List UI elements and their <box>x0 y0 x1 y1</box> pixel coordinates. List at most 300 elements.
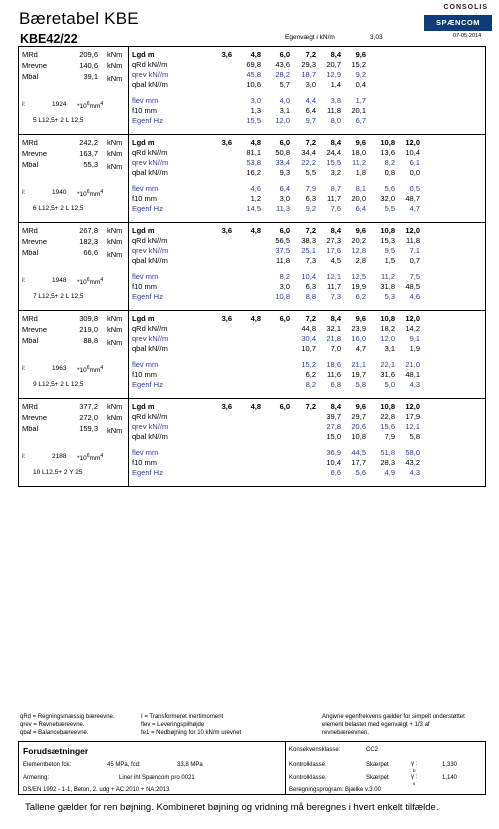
table-cell: 10,8 <box>351 432 366 441</box>
kontrol2-value: Skærpet <box>366 775 389 781</box>
table-row-flev <box>132 184 486 194</box>
table-cell: 12,0 <box>380 334 395 343</box>
row-label: qrev kN//m <box>132 334 169 343</box>
note-line: Angivne egenfrekvens gælder for simpelt understøttet <box>322 714 465 720</box>
document-date: 07-05-2014 <box>453 33 482 39</box>
table-cell: 6,3 <box>305 282 316 291</box>
table-row-qbal <box>132 256 486 266</box>
reinforcement-text: 10 L12,5+ 2 Y 25 <box>33 469 83 476</box>
row-label: Egenf Hz <box>132 204 163 213</box>
table-cell: 9,6 <box>355 50 366 59</box>
notes-col-3 <box>322 713 492 737</box>
table-cell: 34,4 <box>301 148 316 157</box>
table-cell: 3,6 <box>221 138 232 147</box>
beam-block: MRd 242,2 kNm Mrevne 163,7 kNm Mbal 55,3 kNm I: 1940 $*10^6mm^4$ 6 L12,5+ 2 L 12,5 Lgd m 3,6 4,8 6,0 7,2 8,4 9,6 10,8 12,0 qRd kN//m 81,1 50,8 34,4 24,4 18,0 13,6 10,4 qrev kN//m 53,8 33,4 22,2 15,5 11,2 8,2 6,1 qbal kN//m 16,2 9,3 5,5 3,2 1,8 0,8 0,0 flev mm 4,6 6,4 7,9 8,7 8,1 5,6 0,5 f10 mm 1,2 3,0 6,3 11,7 20,0 32,0 48,7 Egenf Hz 14,5 11,3 9,2 7,6 6,4 5,5 4,7 <box>18 135 486 223</box>
moment-unit: kNm <box>107 413 123 422</box>
moment-label: MRd <box>22 50 38 59</box>
table-row-qrd <box>132 236 486 246</box>
column-divider <box>128 311 129 398</box>
column-divider <box>128 47 129 134</box>
table-cell: 6,7 <box>355 116 366 125</box>
table-cell: 7,2 <box>305 50 316 59</box>
standard-text: DS/EN 1992 - 1-1, Beton, 2. udg + AC:2010 + NA:2013 <box>23 787 170 793</box>
table-cell: 10,8 <box>380 226 395 235</box>
moment-label: MRd <box>22 402 38 411</box>
assumptions-heading: Forudsætninger <box>23 746 89 756</box>
table-cell: 4,3 <box>409 468 420 477</box>
table-cell: 7,5 <box>409 272 420 281</box>
kontrol1-label: Kontrolklasse: <box>289 762 327 768</box>
table-cell: 37,5 <box>275 246 290 255</box>
table-cell: 11,2 <box>351 158 366 167</box>
row-label: qRd kN//m <box>132 236 168 245</box>
table-row-qrev <box>132 158 486 168</box>
table-cell: 20,1 <box>351 106 366 115</box>
table-cell: 0,5 <box>409 184 420 193</box>
moment-row-mbal <box>22 424 127 434</box>
table-cell: 5,5 <box>305 168 316 177</box>
notes-col-1 <box>20 713 140 737</box>
row-label: qbal kN//m <box>132 344 168 353</box>
table-cell: 4,8 <box>250 138 261 147</box>
moment-unit: kNm <box>107 250 123 259</box>
fcd-value: 33,8 MPa <box>177 762 203 768</box>
table-row-flev <box>132 272 486 282</box>
table-cell: 7,9 <box>305 184 316 193</box>
egenvaegt-label: Egenvægt i kN/m <box>285 34 335 41</box>
table-row-lgd <box>132 226 486 236</box>
table-cell: 6,3 <box>305 194 316 203</box>
company-logo <box>394 4 492 32</box>
table-row-f10 <box>132 194 486 204</box>
table-row-qbal <box>132 344 486 354</box>
table-row-egenf <box>132 380 486 390</box>
row-label: Egenf Hz <box>132 380 163 389</box>
gamma-b-value: 1,330 <box>442 762 458 768</box>
table-row-qrd <box>132 148 486 158</box>
row-label: Lgd m <box>132 314 155 323</box>
moment-value: 242,2 <box>79 138 98 147</box>
table-cell: 18,2 <box>380 324 395 333</box>
logo-brand: SPÆNCOM <box>424 15 492 31</box>
table-cell: 15,2 <box>351 60 366 69</box>
table-cell: 69,8 <box>246 60 261 69</box>
table-cell: 6,0 <box>279 314 290 323</box>
moment-label: Mrevne <box>22 61 48 70</box>
moment-row-mrd <box>22 314 127 324</box>
gamma-s-value: 1,140 <box>442 775 458 781</box>
table-cell: 32,1 <box>326 324 341 333</box>
table-cell: 3,0 <box>250 96 261 105</box>
table-cell: 4,8 <box>250 226 261 235</box>
reinforcement-text: 7 L12,5+ 2 L 12,5 <box>33 293 84 300</box>
table-cell: 8,1 <box>355 184 366 193</box>
table-cell: 36,9 <box>326 448 341 457</box>
table-row-qbal <box>132 80 486 90</box>
table-cell: 4,4 <box>305 96 316 105</box>
moment-label: Mrevne <box>22 325 48 334</box>
moment-label: MRd <box>22 226 38 235</box>
table-row-egenf <box>132 468 486 478</box>
table-cell: 28,3 <box>380 458 395 467</box>
logo-group-name: CONSOLIS <box>443 4 488 11</box>
moment-unit: kNm <box>107 402 123 411</box>
moment-value: 55,3 <box>83 160 98 169</box>
moment-row-mrevne <box>22 325 127 335</box>
moment-row-mbal <box>22 160 127 170</box>
table-cell: 11,3 <box>275 204 290 213</box>
table-cell: 6,0 <box>279 402 290 411</box>
table-cell: 24,4 <box>326 148 341 157</box>
note-line: revnebæreevnen. <box>322 730 370 736</box>
moment-label: Mbal <box>22 160 39 169</box>
table-cell: 22,8 <box>380 412 395 421</box>
table-cell: 7,3 <box>305 256 316 265</box>
fck-value: 45 MPa, fcd: <box>107 762 141 768</box>
table-cell: 7,0 <box>330 344 341 353</box>
table-cell: 21,8 <box>326 334 341 343</box>
note-line: element belastet med egenvægt + 1/3 af <box>322 722 430 728</box>
table-cell: 23,9 <box>351 324 366 333</box>
table-cell: 9,7 <box>305 116 316 125</box>
table-cell: 21,1 <box>351 360 366 369</box>
capacity-tables <box>18 47 486 487</box>
moment-row-mbal <box>22 72 127 82</box>
row-label: qRd kN//m <box>132 60 168 69</box>
beam-block: MRd 309,8 kNm Mrevne 219,0 kNm Mbal 88,8 kNm I: 1963 $*10^6mm^4$ 9 L12,5+ 2 L 12,5 Lgd m 3,6 4,8 6,0 7,2 8,4 9,6 10,8 12,0 qRd kN//m 44,8 32,1 23,9 18,2 14,2 qrev kN//m 30,4 21,8 16,0 12,0 9,1 qbal kN//m 10,7 7,0 4,7 3,1 1,9 flev mm 15,2 18,6 21,1 22,1 21,0 f10 mm 6,2 11,6 19,7 31,6 48,1 Egenf Hz 8,2 6,8 5,8 5,0 4,3 <box>18 311 486 399</box>
table-cell: 10,8 <box>380 138 395 147</box>
table-cell: 14,5 <box>246 204 261 213</box>
table-cell: 3,6 <box>221 226 232 235</box>
table-cell: 8,4 <box>330 138 341 147</box>
beam-block: MRd 209,6 kNm Mrevne 140,6 kNm Mbal 39,1 kNm I: 1924 $*10^6mm^4$ 5 L12,5+ 2 L 12,5 Lgd m 3,6 4,8 6,0 7,2 8,4 9,6 qRd kN//m 69,8 43,6 29,3 20,7 15,2 qrev kN//m 45,8 28,2 18,7 12,9 9,2 qbal kN//m 10,6 5,7 3,0 1,4 0,4 flev mm 3,0 4,0 4,4 3,8 1,7 f10 mm 1,3 3,1 6,4 11,8 20,1 Egenf Hz 15,5 12,0 9,7 8,0 6,7 <box>18 47 486 135</box>
table-cell: 3,2 <box>330 168 341 177</box>
table-cell: 2,8 <box>355 256 366 265</box>
konsekvens-label: Konsekvensklasse: <box>289 747 341 753</box>
table-cell: 5,6 <box>355 468 366 477</box>
table-cell: 8,2 <box>384 158 395 167</box>
program-text: Beregningsprogram: Bjælke v.3.00 <box>289 787 381 793</box>
table-cell: 20,2 <box>351 236 366 245</box>
table-cell: 9,2 <box>355 70 366 79</box>
table-cell: 9,2 <box>305 204 316 213</box>
row-label: qbal kN//m <box>132 168 168 177</box>
egenvaegt-value: 3,03 <box>370 34 383 41</box>
table-cell: 29,3 <box>301 60 316 69</box>
table-cell: 4,0 <box>279 96 290 105</box>
reinforcement-text: 9 L12,5+ 2 L 12,5 <box>33 381 84 388</box>
table-cell: 4,7 <box>355 344 366 353</box>
table-cell: 9,6 <box>355 226 366 235</box>
table-cell: 15,2 <box>301 360 316 369</box>
footer-divider <box>285 742 286 794</box>
table-cell: 9,3 <box>279 168 290 177</box>
table-row-qbal <box>132 432 486 442</box>
row-label: flev mm <box>132 96 159 105</box>
note-line: fe1 = Nedbøjning for 10 kN/m urevnet <box>141 730 242 736</box>
moment-value: 377,2 <box>79 402 98 411</box>
moment-value: 272,0 <box>79 413 98 422</box>
moment-unit: kNm <box>107 226 123 235</box>
table-cell: 31,6 <box>380 370 395 379</box>
table-cell: 0,0 <box>409 168 420 177</box>
table-cell: 10,8 <box>380 314 395 323</box>
table-cell: 1,2 <box>250 194 261 203</box>
table-row-lgd <box>132 402 486 412</box>
table-cell: 18,0 <box>351 148 366 157</box>
table-cell: 16,2 <box>246 168 261 177</box>
table-row-lgd <box>132 138 486 148</box>
table-cell: 12,0 <box>405 314 420 323</box>
table-cell: 3,0 <box>279 282 290 291</box>
table-cell: 13,6 <box>380 148 395 157</box>
table-cell: 19,9 <box>351 282 366 291</box>
table-cell: 12,0 <box>405 402 420 411</box>
moment-row-mrevne <box>22 413 127 423</box>
moment-label: Mbal <box>22 72 39 81</box>
moment-row-mrd <box>22 138 127 148</box>
page-title: Bæretabel KBE <box>19 9 139 28</box>
table-row-qrd <box>132 60 486 70</box>
table-cell: 20,7 <box>326 60 341 69</box>
moment-value: 66,6 <box>83 248 98 257</box>
table-row-egenf <box>132 204 486 214</box>
moment-unit: kNm <box>107 325 123 334</box>
row-label: qrev kN//m <box>132 246 169 255</box>
table-cell: 8,8 <box>305 292 316 301</box>
kontrol1-value: Skærpet <box>366 762 389 768</box>
table-cell: 6,8 <box>330 380 341 389</box>
beam-block: MRd 377,2 kNm Mrevne 272,0 kNm Mbal 159,3 kNm I: 2188 $*10^6mm^4$ 10 L12,5+ 2 Y 25 Lgd m 3,6 4,8 6,0 7,2 8,4 9,6 10,8 12,0 qRd kN//m 39,7 29,7 22,8 17,9 qrev kN//m 27,8 20,6 15,6 12,1 qbal kN//m 15,0 10,8 7,9 5,8 flev mm 36,9 44,5 51,8 58,0 f10 mm 10,4 17,7 28,3 43,2 Egenf Hz 6,6 5,6 4,9 4,3 <box>18 399 486 487</box>
row-label: Egenf Hz <box>132 292 163 301</box>
row-label: qbal kN//m <box>132 80 168 89</box>
table-cell: 5,3 <box>384 292 395 301</box>
table-cell: 5,0 <box>384 380 395 389</box>
row-label: Lgd m <box>132 226 155 235</box>
table-cell: 7,3 <box>330 292 341 301</box>
table-cell: 56,5 <box>275 236 290 245</box>
table-cell: 5,6 <box>384 184 395 193</box>
table-cell: 11,6 <box>326 370 341 379</box>
moment-value: 140,6 <box>79 61 98 70</box>
moment-row-mrevne <box>22 237 127 247</box>
table-cell: 0,4 <box>355 80 366 89</box>
table-cell: 1,9 <box>409 344 420 353</box>
table-cell: 4,8 <box>250 50 261 59</box>
row-label: f10 mm <box>132 370 158 379</box>
table-cell: 33,4 <box>275 158 290 167</box>
assumptions-box <box>18 741 486 795</box>
table-cell: 22,2 <box>301 158 316 167</box>
table-row-qrev <box>132 422 486 432</box>
table-row-flev <box>132 448 486 458</box>
row-label: qbal kN//m <box>132 256 168 265</box>
moment-row-mrevne <box>22 149 127 159</box>
table-cell: 9,6 <box>355 138 366 147</box>
table-row-egenf <box>132 292 486 302</box>
row-label: Lgd m <box>132 402 155 411</box>
moment-label: Mbal <box>22 424 39 433</box>
table-cell: 15,3 <box>380 236 395 245</box>
table-cell: 8,7 <box>330 184 341 193</box>
table-cell: 11,2 <box>380 272 395 281</box>
moment-unit: kNm <box>107 149 123 158</box>
beam-block: MRd 267,8 kNm Mrevne 182,3 kNm Mbal 66,6 kNm I: 1948 $*10^6mm^4$ 7 L12,5+ 2 L 12,5 Lgd m 3,6 4,8 6,0 7,2 8,4 9,6 10,8 12,0 qRd kN//m 56,5 38,3 27,3 20,2 15,3 11,8 qrev kN//m 37,5 25,1 17,6 12,8 9,5 7,1 qbal kN//m 11,8 7,3 4,5 2,8 1,5 0,7 flev mm 8,2 10,4 12,1 12,5 11,2 7,5 f10 mm 3,0 6,3 11,7 19,9 31,8 48,5 Egenf Hz 10,8 8,8 7,3 6,2 5,3 4,6 <box>18 223 486 311</box>
table-row-qrev <box>132 334 486 344</box>
moment-row-mrd <box>22 402 127 412</box>
table-cell: 3,6 <box>221 314 232 323</box>
table-cell: 3,8 <box>330 96 341 105</box>
table-cell: 11,8 <box>275 256 290 265</box>
table-cell: 3,0 <box>279 194 290 203</box>
armering-value: Liner iht Spæncom pro 0021 <box>119 775 195 781</box>
beton-label: Elementbeton fck: <box>23 762 72 768</box>
table-cell: 6,4 <box>279 184 290 193</box>
moment-value: 88,8 <box>83 336 98 345</box>
table-cell: 27,3 <box>326 236 341 245</box>
gamma-s-symbol: γ : s <box>411 774 418 786</box>
table-row-qbal <box>132 168 486 178</box>
table-cell: 4,7 <box>409 204 420 213</box>
moment-row-mbal <box>22 248 127 258</box>
table-cell: 0,8 <box>384 168 395 177</box>
row-label: qrev kN//m <box>132 158 169 167</box>
table-cell: 6,6 <box>330 468 341 477</box>
note-line: flev = Leveringspilhøjde <box>141 722 205 728</box>
moment-label: Mrevne <box>22 413 48 422</box>
table-cell: 22,1 <box>380 360 395 369</box>
table-cell: 12,0 <box>405 138 420 147</box>
moment-label: Mrevne <box>22 237 48 246</box>
moment-unit: kNm <box>107 61 123 70</box>
table-cell: 44,5 <box>351 448 366 457</box>
notes-col-2 <box>141 713 281 737</box>
table-cell: 5,7 <box>279 80 290 89</box>
table-cell: 4,6 <box>250 184 261 193</box>
table-cell: 15,6 <box>380 422 395 431</box>
table-cell: 4,9 <box>384 468 395 477</box>
moment-unit: kNm <box>107 338 123 347</box>
moment-unit: kNm <box>107 162 123 171</box>
table-cell: 15,0 <box>326 432 341 441</box>
table-cell: 11,8 <box>405 236 420 245</box>
row-label: f10 mm <box>132 282 158 291</box>
final-note: Tallene gælder for ren bøjning. Kombineret bøjning og vridning må beregnes i hvert enkelt tilfælde. <box>25 802 439 813</box>
table-cell: 12,1 <box>326 272 341 281</box>
moment-value: 219,0 <box>79 325 98 334</box>
table-cell: 19,7 <box>351 370 366 379</box>
table-cell: 9,6 <box>355 314 366 323</box>
table-cell: 27,8 <box>326 422 341 431</box>
row-label: qbal kN//m <box>132 432 168 441</box>
table-row-egenf <box>132 116 486 126</box>
moment-unit: kNm <box>107 138 123 147</box>
table-cell: 39,7 <box>326 412 341 421</box>
row-label: flev mm <box>132 360 159 369</box>
table-cell: 10,6 <box>246 80 261 89</box>
table-cell: 3,1 <box>279 106 290 115</box>
reinforcement-text: 5 L12,5+ 2 L 12,5 <box>33 117 84 124</box>
row-label: flev mm <box>132 272 159 281</box>
table-cell: 1,8 <box>355 168 366 177</box>
armering-label: Armering: <box>23 775 50 781</box>
table-cell: 8,0 <box>330 116 341 125</box>
table-cell: 12,0 <box>275 116 290 125</box>
table-cell: 1,7 <box>355 96 366 105</box>
table-cell: 4,5 <box>330 256 341 265</box>
table-row-qrd <box>132 412 486 422</box>
table-cell: 8,4 <box>330 226 341 235</box>
column-divider <box>128 399 129 486</box>
table-cell: 7,2 <box>305 138 316 147</box>
konsekvens-value: CC2 <box>366 747 379 753</box>
moment-unit: kNm <box>107 74 123 83</box>
note-line: qrev = Revnebæreevne. <box>20 722 85 728</box>
table-cell: 3,0 <box>305 80 316 89</box>
moment-label: Mrevne <box>22 149 48 158</box>
reinforcement-text: 6 L12,5+ 2 L 12,5 <box>33 205 84 212</box>
table-cell: 12,5 <box>351 272 366 281</box>
element-type: KBE42/22 <box>20 32 78 46</box>
moment-value: 182,3 <box>79 237 98 246</box>
table-cell: 6,0 <box>279 226 290 235</box>
row-label: flev mm <box>132 448 159 457</box>
table-cell: 12,0 <box>405 226 420 235</box>
table-cell: 7,2 <box>305 314 316 323</box>
moment-unit: kNm <box>107 426 123 435</box>
table-cell: 20,6 <box>351 422 366 431</box>
row-label: Lgd m <box>132 50 155 59</box>
table-cell: 53,8 <box>246 158 261 167</box>
moment-row-mrd <box>22 50 127 60</box>
table-row-lgd <box>132 314 486 324</box>
table-cell: 7,9 <box>384 432 395 441</box>
note-line: I = Transformeret inertimoment <box>141 714 224 720</box>
table-cell: 45,8 <box>246 70 261 79</box>
row-label: qrev kN//m <box>132 70 169 79</box>
table-cell: 8,4 <box>330 314 341 323</box>
table-row-flev <box>132 96 486 106</box>
table-cell: 15,5 <box>246 116 261 125</box>
table-cell: 11,8 <box>326 106 341 115</box>
moment-unit: kNm <box>107 237 123 246</box>
table-cell: 29,7 <box>351 412 366 421</box>
row-label: Lgd m <box>132 138 155 147</box>
table-cell: 3,6 <box>221 402 232 411</box>
table-cell: 48,5 <box>405 282 420 291</box>
row-label: qRd kN//m <box>132 324 168 333</box>
table-cell: 6,4 <box>305 106 316 115</box>
table-cell: 43,6 <box>275 60 290 69</box>
table-cell: 6,2 <box>305 370 316 379</box>
moment-value: 163,7 <box>79 149 98 158</box>
table-cell: 81,1 <box>246 148 261 157</box>
table-row-qrev <box>132 246 486 256</box>
table-row-flev <box>132 360 486 370</box>
moment-label: Mbal <box>22 248 39 257</box>
moment-row-mbal <box>22 336 127 346</box>
moment-value: 209,6 <box>79 50 98 59</box>
table-cell: 4,8 <box>250 402 261 411</box>
table-cell: 16,0 <box>351 334 366 343</box>
table-cell: 12,9 <box>326 70 341 79</box>
table-cell: 8,4 <box>330 50 341 59</box>
table-cell: 14,2 <box>405 324 420 333</box>
table-row-qrev <box>132 70 486 80</box>
moment-row-mrd <box>22 226 127 236</box>
table-cell: 18,6 <box>326 360 341 369</box>
table-cell: 7,2 <box>305 226 316 235</box>
